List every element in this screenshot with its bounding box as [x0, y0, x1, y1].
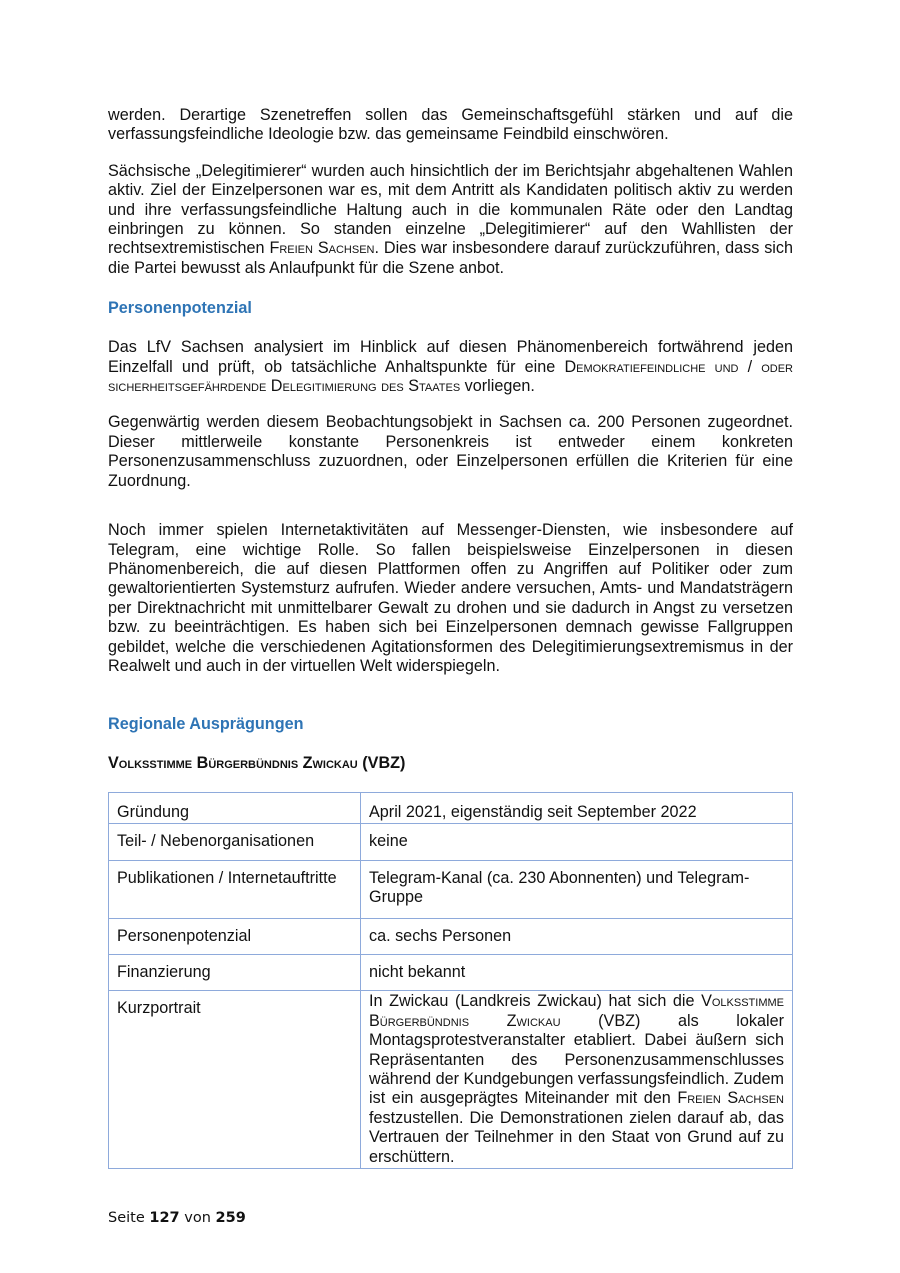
table-key: Personenpotenzial	[109, 918, 361, 954]
paragraph-1: werden. Derartige Szenetreffen sollen das Gemeinschaftsgefühl stärken und auf die verfassungsfeindliche Ideologie bzw. das gemeinsame Feindbild einschwören.	[108, 106, 793, 144]
paragraph-3	[108, 338, 793, 396]
table-value-kurzportrait	[361, 991, 793, 1169]
paragraph-2-text-a: Sächsische „Delegitimierer“ wurden auch hinsichtlich der im Berichtsjahr abgehaltenen Wahlen aktiv. Ziel der Einzelpersonen war es, mit dem Antritt als Kandidaten politisch aktiv zu werden und ihre verfassungsfeindliche Haltung auch in die kommunalen Räte oder den Landtag einbringen zu können. So standen einzelne „Delegitimierer“ auf den Wahllisten der rechtsextremistischen	[108, 161, 793, 258]
kurzportrait-party-name: Freien Sachsen	[677, 1089, 784, 1108]
table-value: ca. sechs Personen	[361, 918, 793, 954]
organization-title	[108, 753, 793, 773]
table-key: Teil- / Nebenorganisationen	[109, 824, 361, 860]
paragraph-3-text-a: Das LfV Sachsen analysiert im Hinblick auf diesen Phänomenbereich fortwährend jeden Einzelfall und prüft, ob tatsächliche Anhaltspunkte für eine	[108, 338, 793, 376]
table-value: nicht bekannt	[361, 954, 793, 990]
table-value: keine	[361, 824, 793, 860]
table-row	[109, 860, 793, 918]
table-row	[109, 991, 793, 1169]
table-row	[109, 824, 793, 860]
paragraph-2-text-b: . Dies war insbesondere darauf zurückzuführen, dass sich die Partei bewusst als Anlaufpunkt für die Szene anbot.	[108, 239, 793, 277]
organization-title-name: Volksstimme Bürgerbündnis Zwickau	[108, 754, 358, 773]
kurzportrait-org-name: Volksstimme Bürgerbündnis Zwickau	[369, 992, 784, 1030]
table-value: April 2021, eigenständig seit September 2022	[361, 793, 793, 824]
table-row	[109, 918, 793, 954]
footer-prefix: Seite	[108, 1210, 145, 1226]
footer-page-number: 127	[149, 1210, 180, 1226]
footer-total-pages: 259	[215, 1210, 246, 1226]
page-content	[108, 106, 793, 1169]
table-key: Gründung	[109, 793, 361, 824]
paragraph-2	[108, 162, 793, 278]
paragraph-3-text-b: vorliegen.	[464, 377, 535, 396]
kurzportrait-text-b: (VBZ) als lokaler Montagsprotestveranstalter etabliert. Dabei äußern sich Repräsentanten des Personenzusammenschlusses während der Kundgebungen verfassungsfeindlich. Zudem ist ein ausgeprägtes Miteinander mit den	[369, 1011, 784, 1108]
kurzportrait-text-c: festzustellen. Die Demonstrationen zielen darauf ab, das Vertrauen der Teilnehmer in den Staat von Grund auf zu erschüttern.	[369, 1108, 784, 1166]
organization-info-table	[108, 792, 793, 1169]
page-footer	[108, 1210, 246, 1226]
table-value: Telegram-Kanal (ca. 230 Abonnenten) und Telegram-Gruppe	[361, 860, 793, 918]
table-row	[109, 954, 793, 990]
table-key: Finanzierung	[109, 954, 361, 990]
heading-regionale-auspraegungen: Regionale Ausprägungen	[108, 715, 304, 734]
kurzportrait-text-a: In Zwickau (Landkreis Zwickau) hat sich die	[369, 992, 695, 1011]
heading-personenpotenzial: Personenpotenzial	[108, 299, 252, 318]
party-name: Freien Sachsen	[269, 239, 375, 258]
table-row	[109, 793, 793, 824]
observation-object-name: Demokratiefeindliche und / oder sicherheitsgefährdende Delegitimierung des Staates	[108, 357, 794, 396]
paragraph-4: Gegenwärtig werden diesem Beobachtungsobjekt in Sachsen ca. 200 Personen zugeordnet. Dieser mittlerweile konstante Personenkreis ist entweder einem konkreten Personenzusammenschluss zuzuordnen, oder Einzelpersonen erfüllen die Kriterien für eine Zuordnung.	[108, 413, 793, 490]
table-key: Kurzportrait	[109, 991, 361, 1169]
paragraph-5: Noch immer spielen Internetaktivitäten auf Messenger-Diensten, wie insbesondere auf Telegram, eine wichtige Rolle. So fallen beispielsweise Einzelpersonen in diesen Phänomenbereich, die auf diesen Plattformen offen zu Angriffen auf Politiker oder zum gewaltorientierten Systemsturz aufrufen. Wieder andere versuchen, Amts- und Mandatsträgern per Direktnachricht mit unmittelbarer Gewalt zu drohen und sie dadurch in Angst zu versetzen bzw. zu beeinträchtigen. Es haben sich bei Einzelpersonen demnach gewisse Fallgruppen gebildet, welche die verschiedenen Agitationsformen des Delegitimierungsextremismus in der Realwelt und auch in der virtuellen Welt widerspiegeln.	[108, 521, 793, 675]
footer-middle: von	[184, 1210, 211, 1226]
organization-title-abbr: (VBZ)	[362, 754, 406, 773]
table-key: Publikationen / Internetauftritte	[109, 860, 361, 918]
